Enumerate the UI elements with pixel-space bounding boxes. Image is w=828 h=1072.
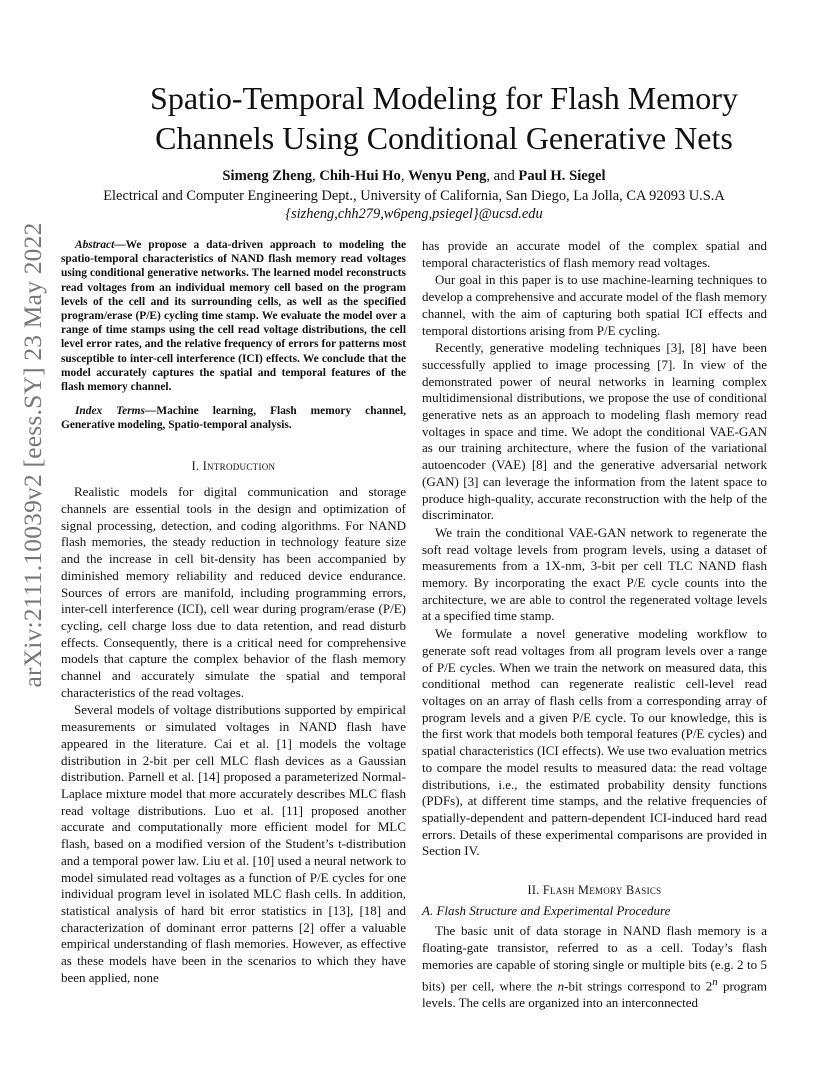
left-column — [61, 238, 406, 986]
title-line-1: Spatio-Temporal Modeling for Flash Memory — [150, 80, 738, 116]
title-line-2: Channels Using Conditional Generative Nets — [155, 120, 733, 156]
author-4: Paul H. Siegel — [518, 168, 606, 184]
flash-basics-sup-n-text: n — [712, 975, 718, 988]
index-terms-label: Index Terms — [75, 405, 145, 418]
subsection-heading-flash-structure: A. Flash Structure and Experimental Procedure — [422, 902, 671, 918]
author-list — [0, 168, 828, 185]
section-heading-flash-basics: II. Flash Memory Basics — [527, 883, 662, 898]
intro-paragraph-continued: has provide an accurate model of the complex spatial and temporal characteristics of flash memory read voltages. — [422, 238, 767, 270]
author-sep-2: , — [400, 168, 409, 184]
intro-paragraph-4: Recently, generative modeling techniques [3], [8] have been successfully applied to image processing [7]. In view of the demonstrated power of neural networks in learning complex multidimensional distributions, we propose the use of conditional generative nets as an approach to modeling flash memory read voltages in space and time. We adopt the conditional VAE-GAN as our training architecture, where the fusion of the variational autoencoder (VAE) [8] and the generative adversarial network (GAN) [3] can leverage the information from the latent space to produce high-quality, accurate reconstruction with the help of the discriminator. — [422, 340, 767, 523]
intro-paragraph-2: Several models of voltage distributions supported by empirical measurements or simulated voltages in NAND flash have appeared in the literature. Cai et al. [1] models the voltage distribution in 2-bit per cell MLC flash devices as a Gaussian distribution. Parnell et al. [14] proposed a parameterized Normal-Laplace mixture model that more accurately describes MLC flash read voltage distributions. Luo et al. [11] proposed another accurate and computationally more efficient model for MLC flash, based on a modified version of the Student’s t-distribution and a temporal power law. Liu et al. [10] used a neural network to model simulated read voltages as a function of P/E cycles for one individual program level in isolated MLC flash cells. In addition, statistical analysis of hard bit error statistics in [13], [18] and characterization of dominant error patterns [2] offer a valuable empirical understanding of flash memories. However, as effective as these models have been in the scenarios to which they have been applied, none — [61, 702, 406, 985]
abstract — [61, 238, 406, 394]
abstract-text: —We propose a data-driven approach to modeling the spatio-temporal characteristics of NAND flash memory read voltages using conditional generative networks. The learned model reconstructs read voltages from an individual memory cell based on the program levels of the cell and its surrounding cells, as well as the specified program/erase (P/E) cycling time stamp. We evaluate the model over a range of time stamps using the cell read voltage distributions, the cell level error rates, and the relative frequency of errors for patterns most susceptible to inter-cell interference (ICI) effects. We conclude that the model accurately captures the spatial and temporal features of the flash memory channel. — [61, 239, 406, 394]
right-column — [422, 238, 767, 1011]
section-heading-introduction: I. Introduction — [191, 458, 276, 473]
arxiv-stamp — [8, 222, 58, 688]
paper-title — [60, 78, 828, 158]
author-emails: {sizheng,chh279,w6peng,psiegel}@ucsd.edu — [285, 206, 543, 222]
intro-paragraph-5: We train the conditional VAE-GAN network to regenerate the soft read voltage levels from program levels, using a dataset of measurements from a 1X-nm, 3-bit per cell TLC NAND flash memory. By incorporating the exact P/E cycle counts into the architecture, we are able to control the regenerated voltage levels at a specified time stamp. — [422, 524, 767, 624]
affiliation: Electrical and Computer Engineering Dept., University of California, San Diego, La Jolla, CA 92093 U.S.A — [103, 188, 725, 204]
intro-paragraph-6: We formulate a novel generative modeling workflow to generate soft read voltages from all program levels over a range of P/E cycles. When we train the network on measured data, this conditional method can regenerate realistic cell-level read voltages on an array of flash cells from a corresponding array of program levels and a given P/E cycle. To our knowledge, this is the first work that models both temporal features (P/E cycles) and spatial characteristics (ICI effects). We use two evaluation metrics to compare the model results to measured data: the read voltage distributions, i.e., the estimated probability density functions (PDFs), at different time stamps, and the relative frequencies of spatially-dependent and pattern-dependent ICI-induced hard read errors. Details of these experimental comparisons are provided in Section IV. — [422, 626, 767, 859]
author-3: Wenyu Peng — [408, 168, 487, 184]
author-1: Simeng Zheng — [222, 168, 313, 184]
flash-basics-text-a: The basic unit of data storage in NAND flash memory is a floating-gate transistor, referred to as a cell. Today’s flash memories are capable of storing single or multiple bits (e.g. 2 to 5 bits) per cell, where the — [422, 923, 767, 993]
index-terms-text: —Machine learning, Flash memory channel, Generative modeling, Spatio-temporal analysis. — [61, 405, 406, 432]
abstract-label: Abstract — [75, 239, 115, 251]
author-sep-1: , — [312, 168, 320, 184]
author-2: Chih-Hui Ho — [319, 168, 401, 184]
index-terms — [61, 404, 406, 432]
author-sep-3: , and — [486, 168, 519, 184]
flash-basics-var-n: n — [557, 977, 565, 993]
intro-paragraph-3: Our goal in this paper is to use machine-learning techniques to develop a comprehensive and accurate model of the flash memory channel, with the aim of capturing both spatial ICI effects and temporal distortions arising from P/E cycling. — [422, 272, 767, 338]
flash-basics-text-c: program levels. The cells are organized into an interconnected — [422, 977, 767, 1010]
flash-basics-text-b: -bit strings correspond to 2 — [564, 977, 713, 993]
flash-basics-paragraph-1 — [422, 923, 767, 1011]
arxiv-stamp-text: arXiv:2111.10039v2 [eess.SY] 23 May 2022 — [18, 222, 47, 688]
intro-paragraph-1: Realistic models for digital communication and storage channels are essential tools in the design and optimization of signal processing, detection, and coding algorithms. For NAND flash memories, the steady reduction in technology feature size and the increase in cell bit-density has been accompanied by diminished memory reliability and reduced device endurance. Sources of errors are manifold, including programming errors, inter-cell interference (ICI), cell wear during program/erase (P/E) cycling, cell charge loss due to data retention, and read disturb effects. Consequently, there is a critical need for comprehensive models that capture the complex behavior of the flash memory channel and accurately simulate the spatial and temporal characteristics of the read voltages. — [61, 484, 406, 700]
